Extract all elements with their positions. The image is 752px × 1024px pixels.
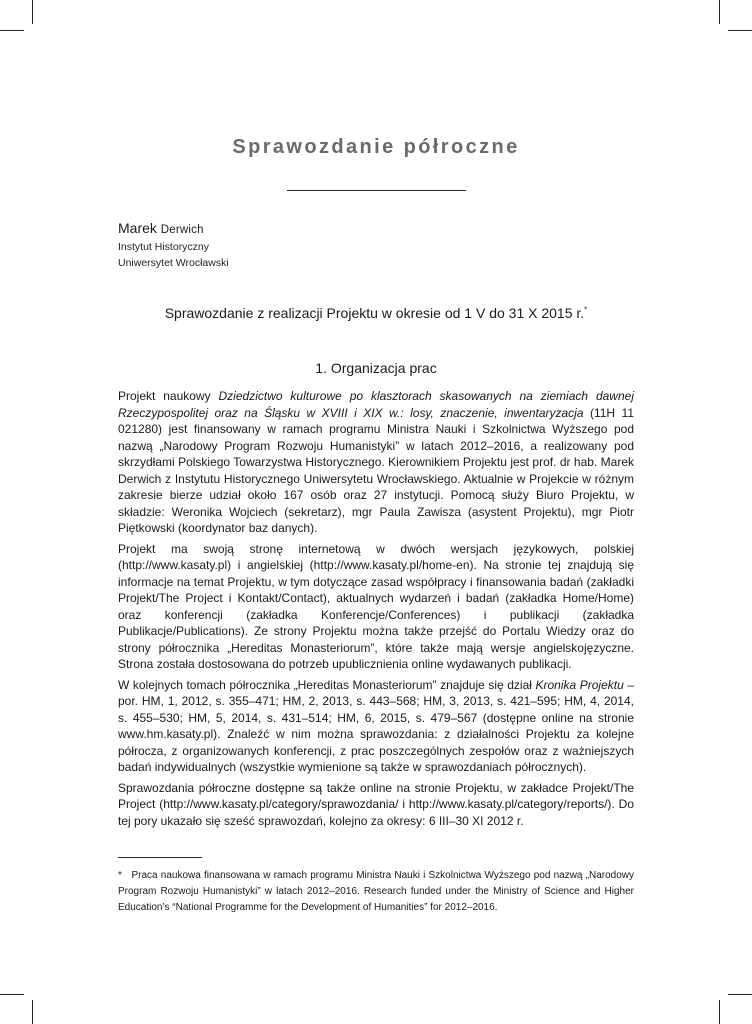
crop-mark-top-right-h [728,30,752,31]
italic-title-run: Dziedzictwo kulturowe po klasztorach skasowanych na ziemiach dawnej Rzeczypospolitej oraz na Śląsku w XVIII i XIX w.: losy, znaczenie, inwentaryzacja [118,389,634,420]
text-run: Sprawozdania półroczne dostępne są także online na stronie Projektu, w zakładce Projekt/The Project (http://www.kasaty.pl/category/sprawozdania/ i http://www.kasaty.pl/category/reports/). Do tej pory ukazało się sześć sprawozdań, kolejno za okresy: 6 III–30 XI 2012 r. [118,780,634,828]
crop-mark-bottom-left-h [0,994,24,995]
author-first-name: Marek [118,220,157,236]
affiliation-line-1: Instytut Historyczny [118,241,210,253]
text-run: Projekt naukowy [118,389,219,403]
author-name [118,219,229,239]
author-block [118,219,229,271]
crop-mark-top-left [32,0,33,24]
text-run: (11H 11 021280) jest finansowany w ramach programu Ministra Nauki i Szkolnictwa Wyższego pod nazwą „Narodowy Program Rozwoju Humanistyki” w latach 2012–2016, a realizowany pod skrzydłami Polskiego Towarzystwa Historycznego. Kierownikiem Projektu jest prof. dr hab. Marek Derwich z Instytutu Historycznego Uniwersytetu Wrocławskiego. Aktualnie w Projekcie w różnym zakresie bierze udział około 167 osób oraz 27 instytucji. Pomocą służy Biuro Projektu, w składzie: Weronika Wojciech (sekretarz), mgr Paula Zawisza (asystent Projektu), mgr Piotr Piętkowski (koordynator baz danych). [118,405,634,535]
report-subtitle [0,305,752,321]
footnote-mark: * [118,870,122,881]
body-text [118,388,634,833]
crop-mark-top-left-h [0,30,24,31]
title-divider [287,190,466,191]
paragraph-4 [118,780,634,830]
crop-mark-top-right [719,0,720,24]
text-run: W kolejnych tomach półrocznika „Hereditas Monasteriorum” znajduje się dział [118,677,536,692]
crop-mark-bottom-right [719,1000,720,1024]
paragraph-3 [118,677,634,776]
italic-title-run: Kronika Projektu [535,677,624,692]
footnote-text: Praca naukowa finansowana w ramach programu Ministra Nauki i Szkolnictwa Wyższego pod nazwą „Narodowy Program Rozwoju Humanistyki” w latach 2012–2016. Research funded under the Ministry of Science and Higher Education’s “National Programme for the Development of Humanities” for 2012–2016. [118,870,634,913]
footnote [118,868,634,916]
footnote-separator [118,857,202,858]
affiliation-line-2: Uniwersytet Wrocławski [118,257,229,269]
crop-mark-bottom-left [32,1000,33,1024]
text-run: – por. HM, 1, 2012, s. 355–471; HM, 2, 2013, s. 443–568; HM, 3, 2013, s. 421–595; HM, 4, 2014, s. 455–530; HM, 5, 2014, s. 431–514; HM, 6, 2015, s. 479–567 (dostępne online na stronie www.hm.kasaty.pl). Znaleźć w nim można sprawozdania: z działalności Projektu za kolejne półrocza, z organizowanych konferencji, z prac poszczególnych zespołów oraz z ważniejszych badań indywidualnych (wszystkie wymienione są także w sprawozdaniach półrocznych). [118,677,634,774]
text-run: Projekt ma swoją stronę internetową w dwóch wersjach językowych, polskiej (http://www.kasaty.pl) i angielskiej (http://www.kasaty.pl/home-en). Na stronie tej znajdują się informacje na temat Projektu, w tym dotyczące zasad współpracy i finansowania badań (zakładki Projekt/The Project i Kontakt/Contact), aktualnych wydarzeń i badań (zakładka Home/Home) oraz konferencji (zakładka Konferencje/Conferences) i publikacji (zakładka Publikacje/Publications). Ze strony Projektu można także przejść do Portalu Wiedzy oraz do strony półrocznika „Hereditas Monasteriorum”, które także mają wersje angielskojęzyczne. Strona została dostosowana do potrzeb upublicznienia online wydawanych publikacji. [118,541,634,671]
author-last-name: Derwich [160,224,204,236]
footnote-marker: * [584,305,588,315]
section-heading: 1. Organizacja prac [315,360,437,376]
report-subtitle-text: Sprawozdanie z realizacji Projektu w okresie od 1 V do 31 X 2015 r. [164,305,585,321]
page-title: Sprawozdanie półroczne [232,136,520,158]
paragraph-2 [118,541,634,673]
paragraph-1 [118,388,634,537]
crop-mark-bottom-right-h [728,994,752,995]
